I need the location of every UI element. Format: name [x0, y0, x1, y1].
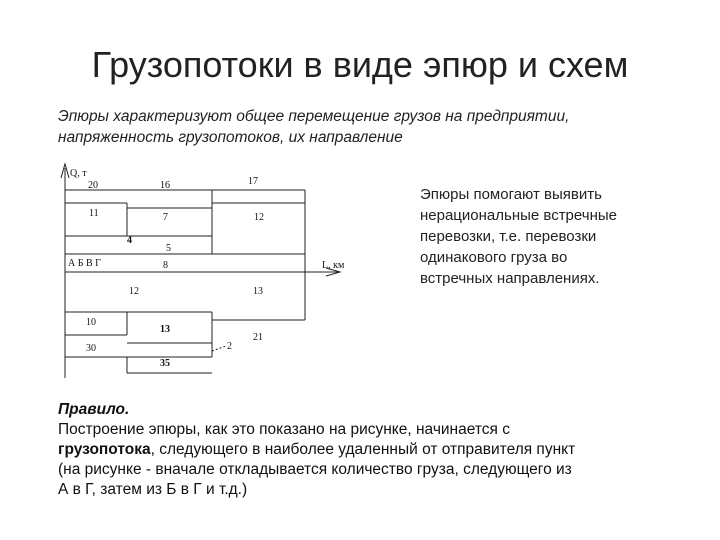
rule-line-rest: , следующего в наиболее удаленный от отправителя пункт	[150, 441, 576, 458]
value-label: 13	[160, 324, 170, 335]
rule-line: Построение эпюры, как это показано на рисунке, начинается с	[58, 421, 510, 438]
slide-title: Грузопотоки в виде эпюр и схем	[91, 44, 629, 85]
value-label: 13	[253, 286, 263, 297]
value-label: 20	[88, 180, 98, 191]
y-axis-label: Q, т	[70, 168, 87, 179]
subtitle-line-1: Эпюры характеризуют общее перемещение грузов на предприятии,	[58, 108, 570, 125]
dashed-connector	[212, 346, 226, 351]
value-label: 17	[248, 176, 258, 187]
value-label: 11	[89, 208, 99, 219]
value-label: 8	[163, 260, 168, 271]
note-line: перевозки, т.е. перевозки	[420, 228, 597, 245]
value-label: 7	[163, 212, 168, 223]
value-label: 4	[127, 235, 132, 246]
value-label: 30	[86, 343, 96, 354]
rule-heading: Правило.	[58, 401, 130, 418]
epure-note	[420, 184, 652, 289]
value-label: 16	[160, 180, 170, 191]
value-label: 2	[227, 341, 232, 352]
value-label: 5	[166, 243, 171, 254]
rule-line: (на рисунке - вначале откладывается количество груза, следующего из	[58, 461, 572, 478]
note-line: Эпюры помогают выявить	[420, 186, 602, 203]
note-line: встречных направлениях.	[420, 270, 600, 287]
subtitle-line-2: напряженность грузопотоков, их направление	[58, 129, 403, 146]
points-label: А Б В Г	[68, 258, 101, 269]
value-label: 10	[86, 317, 96, 328]
note-line: нерациональные встречные	[420, 207, 617, 224]
x-axis-label: L, км	[322, 260, 345, 271]
rule-block	[58, 400, 698, 500]
note-line: одинакового груза во	[420, 249, 568, 266]
rule-line: А в Г, затем из Б в Г и т.д.)	[58, 481, 248, 498]
value-label: 21	[253, 332, 263, 343]
value-label: 12	[129, 286, 139, 297]
rule-bold-term: грузопотока	[58, 441, 151, 458]
value-label: 12	[254, 212, 264, 223]
rule-line	[58, 440, 698, 460]
value-label: 35	[160, 358, 170, 369]
